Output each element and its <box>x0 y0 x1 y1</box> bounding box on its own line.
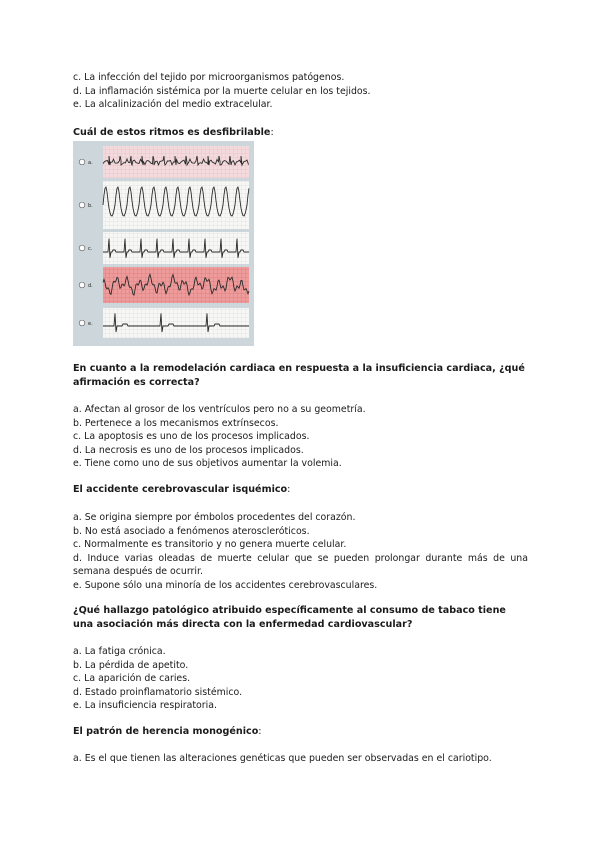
radio-button[interactable] <box>79 159 85 165</box>
question-defibrillable-rhythm <box>73 126 528 140</box>
ecg-strip-option-4 <box>79 267 249 303</box>
ecg-grid-paper <box>103 181 249 229</box>
ecg-strip-option-3 <box>79 232 249 264</box>
option-letter: c. <box>88 246 93 252</box>
question-colon: : <box>287 484 291 495</box>
question-colon: : <box>270 127 274 138</box>
question-text: En cuanto a la remodelación cardiaca en respuesta a la insuficiencia cardiaca, ¿qué afirmación es correcta? <box>73 363 525 388</box>
option-letter: a. <box>88 160 93 166</box>
ecg-strips <box>73 141 254 346</box>
radio-button[interactable] <box>79 282 85 288</box>
question-ischemic-stroke <box>73 483 528 497</box>
tobacco-finding-options <box>73 645 528 713</box>
option-c[interactable]: c. La infección del tejido por microorganismos patógenos. <box>73 72 345 83</box>
option-d[interactable]: d. La inflamación sistémica por la muerte celular en los tejidos. <box>73 85 371 97</box>
ischemic-stroke-options <box>73 511 528 593</box>
ecg-grid-paper <box>103 232 249 264</box>
radio-button[interactable] <box>79 245 85 251</box>
question-tobacco-finding <box>73 604 528 632</box>
option-c[interactable]: c. Normalmente es transitorio y no genera muerte celular. <box>73 539 347 551</box>
question-text: El accidente cerebrovascular isquémico <box>73 484 288 495</box>
option-c[interactable]: c. La aparición de caries. <box>73 673 191 685</box>
radio-button[interactable] <box>79 202 85 208</box>
question-monogenic-inheritance <box>73 725 528 739</box>
option-e[interactable]: e. La alcalinización del medio extracelular. <box>73 99 273 111</box>
question-colon: : <box>258 726 262 737</box>
question-text: ¿Qué hallazgo patológico atribuido específicamente al consumo de tabaco tiene una asociación más directa con la enfermedad cardiovascular? <box>73 605 506 630</box>
option-b[interactable]: b. Pertenece a los mecanismos extrínsecos. <box>73 417 279 429</box>
question-text: El patrón de herencia monogénico <box>73 726 259 737</box>
option-d[interactable]: d. Estado proinflamatorio sistémico. <box>73 686 243 698</box>
option-letter: e. <box>88 321 93 327</box>
question-text: Cuál de estos ritmos es desfibrilable <box>73 127 271 138</box>
option-e[interactable]: e. Supone sólo una minoría de los accidentes cerebrovasculares. <box>73 579 378 591</box>
question-cardiac-remodeling <box>73 362 528 390</box>
option-a[interactable]: a. La fatiga crónica. <box>73 646 166 657</box>
previous-question-options <box>73 71 528 112</box>
option-e[interactable]: e. Tiene como uno de sus objetivos aumentar la volemia. <box>73 458 342 470</box>
option-b[interactable]: b. No está asociado a fenómenos ateroscleróticos. <box>73 525 310 537</box>
option-d[interactable]: d. Induce varias oleadas de muerte celular que se pueden prolongar durante más de una semana después de ocurrir. <box>73 552 528 578</box>
ecg-strip-option-1 <box>79 146 249 178</box>
monogenic-inheritance-options <box>73 752 528 766</box>
ecg-strip-option-2 <box>79 181 249 229</box>
option-d[interactable]: d. La necrosis es uno de los procesos implicados. <box>73 444 304 456</box>
option-a[interactable]: a. Se origina siempre por émbolos procedentes del corazón. <box>73 512 356 523</box>
option-letter: d. <box>88 283 93 289</box>
option-b[interactable]: b. La pérdida de apetito. <box>73 659 189 671</box>
option-letter: b. <box>88 203 93 209</box>
option-a[interactable]: a. Es el que tienen las alteraciones genéticas que pueden ser observadas en el cariotipo. <box>73 753 492 764</box>
option-a[interactable]: a. Afectan al grosor de los ventrículos pero no a su geometría. <box>73 404 366 415</box>
option-c[interactable]: c. La apoptosis es uno de los procesos implicados. <box>73 431 310 443</box>
ecg-rhythm-options-figure <box>73 141 254 346</box>
cardiac-remodeling-options <box>73 403 528 471</box>
option-e[interactable]: e. La insuficiencia respiratoria. <box>73 700 217 712</box>
radio-button[interactable] <box>79 320 85 326</box>
ecg-grid-paper <box>103 308 249 338</box>
ecg-strip-option-5 <box>79 308 249 338</box>
